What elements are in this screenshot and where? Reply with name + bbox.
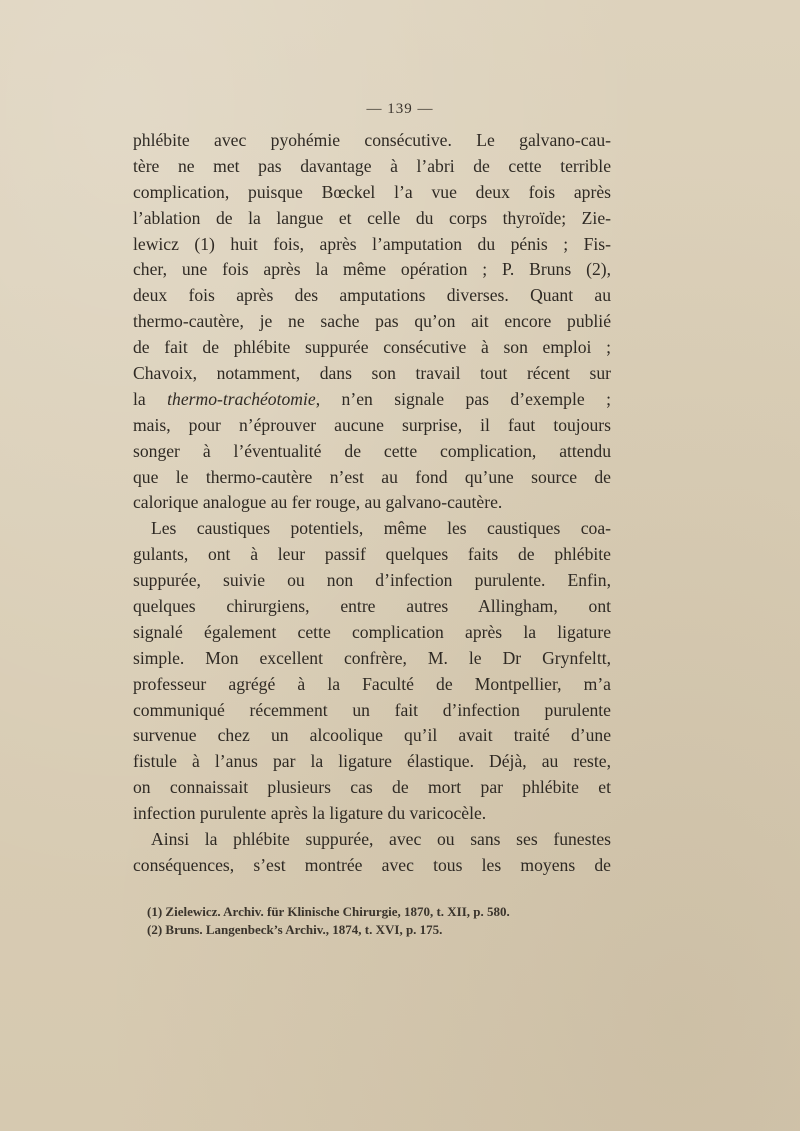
text-line: que le thermo-cautère n’est au fond qu’une source de: [133, 466, 611, 487]
footnote: (1) Zielewicz. Archiv. für Klinische Chirurgie, 1870, t. XII, p. 580.: [147, 904, 510, 919]
text-line: thermo-cautère, je ne sache pas qu’on ait encore publié: [133, 311, 611, 332]
body-text: [133, 128, 611, 879]
text-line: on connaissait plusieurs cas de mort par phlébite et: [133, 777, 611, 798]
italic-term: thermo-trachéotomie: [167, 388, 316, 409]
text-line: cher, une fois après la même opération ; P. Bruns (2),: [133, 259, 611, 280]
paragraph-start-line: Ainsi la phlébite suppurée, avec ou sans ses funestes: [151, 829, 611, 850]
text-line: professeur agrégé à la Faculté de Montpellier, m’a: [133, 673, 611, 694]
footnote: (2) Bruns. Langenbeck’s Archiv., 1874, t. XVI, p. 175.: [147, 922, 443, 937]
text-line: Chavoix, notamment, dans son travail tout récent sur: [133, 363, 611, 384]
text-line: simple. Mon excellent confrère, M. le Dr Grynfeltt,: [133, 647, 611, 668]
text-line: tère ne met pas davantage à l’abri de cette terrible: [133, 155, 611, 176]
text-line: mais, pour n’éprouver aucune surprise, il faut toujours: [133, 414, 611, 435]
text-line: conséquences, s’est montrée avec tous les moyens de: [133, 854, 611, 875]
text-line: calorique analogue au fer rouge, au galvano-cautère.: [133, 492, 503, 513]
text-line: lewicz (1) huit fois, après l’amputation du pénis ; Fis-: [133, 233, 611, 254]
text-line: deux fois après des amputations diverses. Quant au: [133, 285, 611, 306]
text-line: signalé également cette complication après la ligature: [133, 621, 611, 642]
page-number: — 139 —: [366, 101, 434, 117]
text-line: phlébite avec pyohémie consécutive. Le galvano-cau-: [133, 130, 611, 150]
text-line: songer à l’éventualité de cette complication, attendu: [133, 440, 611, 461]
text-line: quelques chirurgiens, entre autres Allingham, ont: [133, 596, 611, 617]
text-line: de fait de phlébite suppurée consécutive à son emploi ;: [133, 337, 611, 358]
text-line: gulants, ont à leur passif quelques faits de phlébite: [133, 544, 611, 565]
text-line: survenue chez un alcoolique qu’il avait traité d’une: [133, 725, 611, 746]
text-line: complication, puisque Bœckel l’a vue deux fois après: [133, 181, 611, 202]
paragraph-start-line: Les caustiques potentiels, même les caustiques coa-: [151, 518, 611, 539]
footnotes: [147, 903, 617, 939]
text-line: [133, 387, 611, 413]
text-line: infection purulente après la ligature du varicocèle.: [133, 803, 487, 824]
line-end: , n’en signale pas d’exemple ;: [315, 388, 611, 409]
text-line: suppurée, suivie ou non d’infection purulente. Enfin,: [133, 570, 611, 591]
text-line: fistule à l’anus par la ligature élastique. Déjà, au reste,: [133, 751, 611, 772]
line-start: la: [133, 388, 146, 409]
text-line: l’ablation de la langue et celle du corps thyroïde; Zie-: [133, 207, 611, 228]
text-line: communiqué récemment un fait d’infection purulente: [133, 699, 611, 720]
